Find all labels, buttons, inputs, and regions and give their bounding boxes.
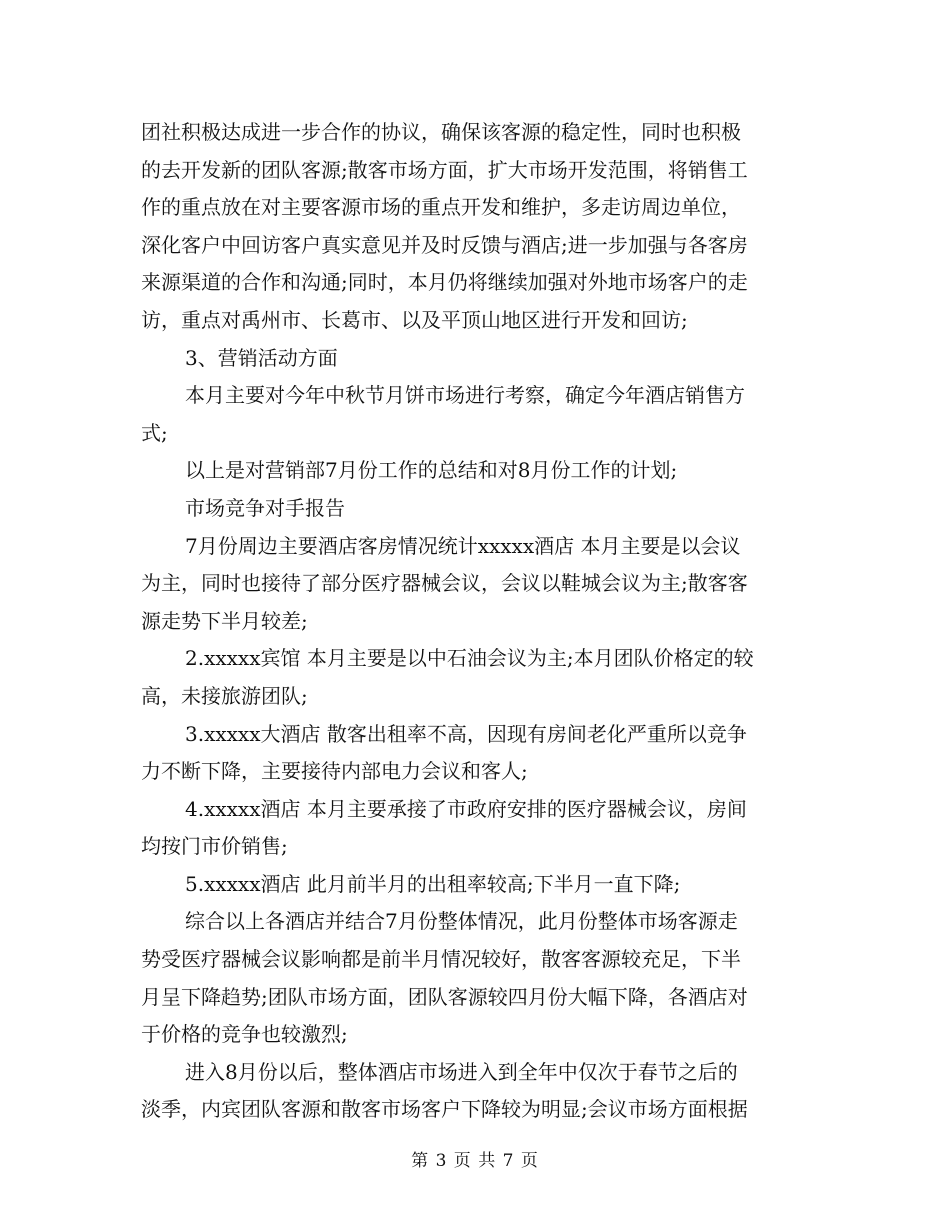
text-line: 式; bbox=[141, 420, 168, 445]
text-line: 月呈下降趋势;团队市场方面，团队客源较四月份大幅下降，各酒店对 bbox=[141, 984, 748, 1009]
text-line: 高，未接旅游团队; bbox=[141, 683, 308, 708]
page-number-footer: 第 3 页 共 7 页 bbox=[411, 1151, 539, 1171]
text-line: 淡季，内宾团队客源和散客市场客户下降较为明显;会议市场方面根据 bbox=[141, 1097, 748, 1122]
text-line: 深化客户中回访客户真实意见并及时反馈与酒店;进一步加强与各客房 bbox=[141, 232, 748, 257]
text-line: 访，重点对禹州市、长葛市、以及平顶山地区进行开发和回访; bbox=[141, 307, 688, 332]
text-line: 团社积极达成进一步合作的协议，确保该客源的稳定性，同时也积极 bbox=[141, 120, 741, 144]
text-line: 4.xxxxx酒店 本月主要承接了市政府安排的医疗器械会议，房间 bbox=[185, 796, 747, 821]
text-line: 于价格的竞争也较激烈; bbox=[141, 1022, 348, 1047]
document-body bbox=[141, 114, 811, 1129]
text-line: 7月份周边主要酒店客房情况统计xxxxx酒店 本月主要是以会议 bbox=[185, 533, 741, 558]
text-line: 力不断下降，主要接待内部电力会议和客人; bbox=[141, 759, 528, 784]
text-line: 势受医疗器械会议影响都是前半月情况较好，散客客源较充足，下半 bbox=[141, 947, 741, 972]
text-line: 进入8月份以后，整体酒店市场进入到全年中仅次于春节之后的 bbox=[185, 1059, 738, 1084]
text-line: 作的重点放在对主要客源市场的重点开发和维护，多走访周边单位， bbox=[141, 195, 741, 220]
text-line: 5.xxxxx酒店 此月前半月的出租率较高;下半月一直下降; bbox=[185, 871, 681, 896]
text-line: 2.xxxxx宾馆 本月主要是以中石油会议为主;本月团队价格定的较 bbox=[185, 646, 754, 671]
text-line: 3、营销活动方面 bbox=[185, 345, 338, 370]
text-line: 的去开发新的团队客源;散客市场方面，扩大市场开发范围，将销售工 bbox=[141, 157, 748, 182]
text-line: 本月主要对今年中秋节月饼市场进行考察，确定今年酒店销售方 bbox=[185, 383, 745, 408]
text-line: 均按门市价销售; bbox=[141, 834, 288, 859]
text-line: 以上是对营销部7月份工作的总结和对8月份工作的计划; bbox=[185, 458, 678, 483]
text-line: 源走势下半月较差; bbox=[141, 608, 308, 633]
text-line: 来源渠道的合作和沟通;同时，本月仍将继续加强对外地市场客户的走 bbox=[141, 270, 748, 295]
text-line: 为主，同时也接待了部分医疗器械会议，会议以鞋城会议为主;散客客 bbox=[141, 571, 748, 596]
text-line: 3.xxxxx大酒店 散客出租率不高，因现有房间老化严重所以竞争 bbox=[185, 721, 747, 746]
text-line: 综合以上各酒店并结合7月份整体情况，此月份整体市场客源走 bbox=[185, 909, 738, 934]
text-line: 市场竞争对手报告 bbox=[185, 495, 345, 520]
